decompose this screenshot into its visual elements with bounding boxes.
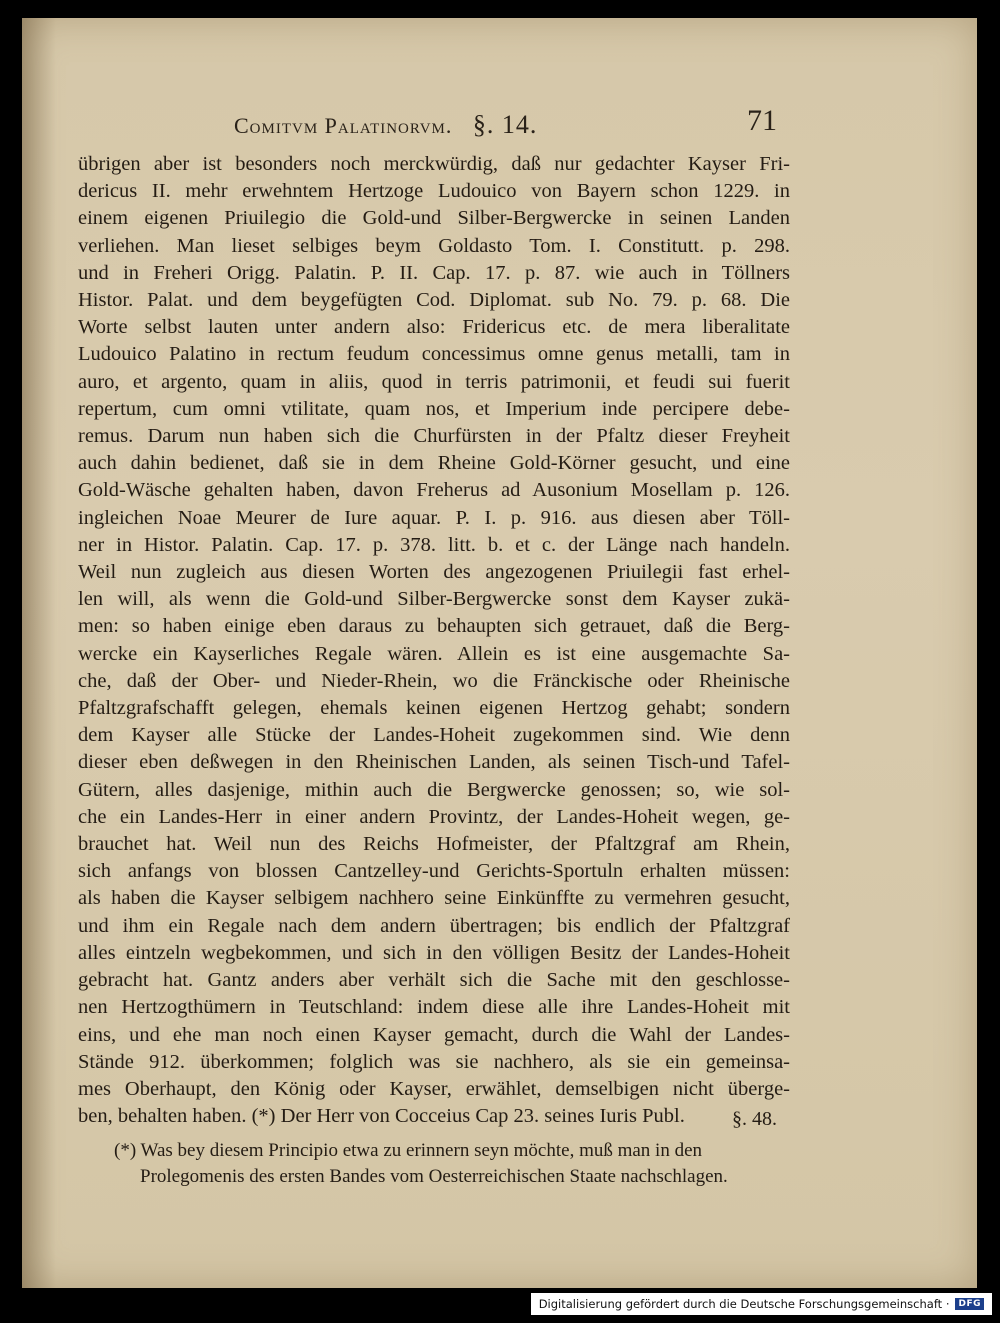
text-line: dericus II. mehr erwehntem Hertzoge Ludouico von Bayern schon 1229. in [78,180,790,203]
text-line: repertum, cum omni vtilitate, quam nos, et Imperium inde percipere debe- [78,397,790,420]
footnote-line: Prolegomenis des ersten Bandes vom Oesterreichischen Staate nachschlagen. [140,1166,728,1187]
text-line: eins, und ehe man noch einen Kayser gemacht, durch die Wahl der Landes- [78,1023,790,1046]
page-number: 71 [747,104,777,137]
text-line: und ihm ein Regale nach dem andern übertragen; bis endlich der Pfaltzgraf [78,914,790,937]
text-line: ingleichen Noae Meurer de Iure aquar. P. I. p. 916. aus diesen aber Töll- [78,506,790,529]
text-line: che, daß der Ober- und Nieder-Rhein, wo die Fränckische oder Rheinische [78,669,790,692]
running-title: Comitvm Palatinorvm. [234,113,453,138]
text-line: Pfaltzgrafschafft gelegen, ehemals keinen eigenen Hertzog gehabt; sondern [78,697,790,720]
text-line: verliehen. Man lieset selbiges beym Goldasto Tom. I. Constitutt. p. 298. [78,234,790,257]
text-line: nen Hertzogthümern in Teutschland: indem diese alle ihre Landes-Hoheit mit [78,996,790,1019]
footnote [114,1138,794,1190]
body-text [78,151,790,1130]
section-number: §. 14. [472,110,538,139]
dfg-logo: DFG [955,1298,984,1310]
text-line: Worte selbst lauten unter andern also: Fridericus etc. de mera liberalitate [78,316,790,339]
text-line: sich anfangs von blossen Cantzelley-und Gerichts-Sportuln erhalten müssen: [78,860,790,883]
text-line: einem eigenen Priuilegio die Gold-und Silber-Bergwercke in seinen Landen [78,207,790,230]
text-line: remus. Darum nun haben sich die Churfürsten in der Pfaltz dieser Freyheit [78,425,790,448]
text-line: brauchet hat. Weil nun des Reichs Hofmeister, der Pfaltzgraf am Rhein, [78,833,790,856]
text-line: Ludouico Palatino in rectum feudum concessimus omne genus metalli, tam in [78,343,790,366]
text-line: mes Oberhaupt, den König oder Kayser, erwählet, demselbigen nicht überge- [78,1077,790,1100]
catchword: §. 48. [732,1108,777,1130]
running-header [234,110,777,140]
text-line: dieser eben deßwegen in den Rheinischen Landen, als seinen Tisch-und Tafel- [78,751,790,774]
text-line: auro, et argento, quam in aliis, quod in terris patrimonii, et feudi sui fuerit [78,370,790,393]
text-line: Gütern, alles dasjenige, mithin auch die Bergwercke genossen; so, wie sol- [78,778,790,801]
text-line: len will, als wenn die Gold-und Silber-Bergwercke sonst dem Kayser zukä- [78,588,790,611]
text-line: Stände 912. überkommen; folglich was sie nachhero, als sie ein gemeinsa- [78,1050,790,1073]
text-line: als haben die Kayser selbigem nachhero seine Einkünffte zu vermehren gesucht, [78,887,790,910]
text-line: Gold-Wäsche gehalten haben, davon Freherus ad Ausonium Mosellam p. 126. [78,479,790,502]
text-line: gebracht hat. Gantz anders aber verhält sich die Sache mit den geschlosse- [78,969,790,992]
book-page [22,18,977,1288]
funding-banner [531,1293,992,1315]
footnote-line: (*) Was bey diesem Principio etwa zu erinnern seyn möchte, muß man in den [114,1140,703,1161]
text-line: ner in Histor. Palatin. Cap. 17. p. 378. litt. b. et c. der Länge nach handeln. [78,533,790,556]
text-line: che ein Landes-Herr in einer andern Provintz, der Landes-Hoheit wegen, ge- [78,805,790,828]
text-line: dem Kayser alle Stücke der Landes-Hoheit zugekommen sind. Wie denn [78,724,790,747]
text-line: wercke ein Kayserliches Regale wären. Allein es ist eine ausgemachte Sa- [78,642,790,665]
text-line: alles eintzeln wegbekommen, und sich in den völligen Besitz der Landes-Hoheit [78,941,790,964]
text-line: ben, behalten haben. (*) Der Herr von Cocceius Cap 23. seines Iuris Publ. [78,1105,685,1128]
funding-text: Digitalisierung gefördert durch die Deutsche Forschungsgemeinschaft · [538,1297,950,1311]
text-line: und in Freheri Origg. Palatin. P. II. Cap. 17. p. 87. wie auch in Töllners [78,261,790,284]
text-line: Histor. Palat. und dem beygefügten Cod. Diplomat. sub No. 79. p. 68. Die [78,289,790,312]
text-line: übrigen aber ist besonders noch merckwürdig, daß nur gedachter Kayser Fri- [78,153,790,175]
text-line: men: so haben einige eben daraus zu behaupten sich getrauet, daß die Berg- [78,615,790,638]
text-line: Weil nun zugleich aus diesen Worten des angezogenen Priuilegii fast erhel- [78,561,790,584]
text-line: auch dahin bedienet, daß sie in dem Rheine Gold-Körner gesucht, und eine [78,452,790,475]
